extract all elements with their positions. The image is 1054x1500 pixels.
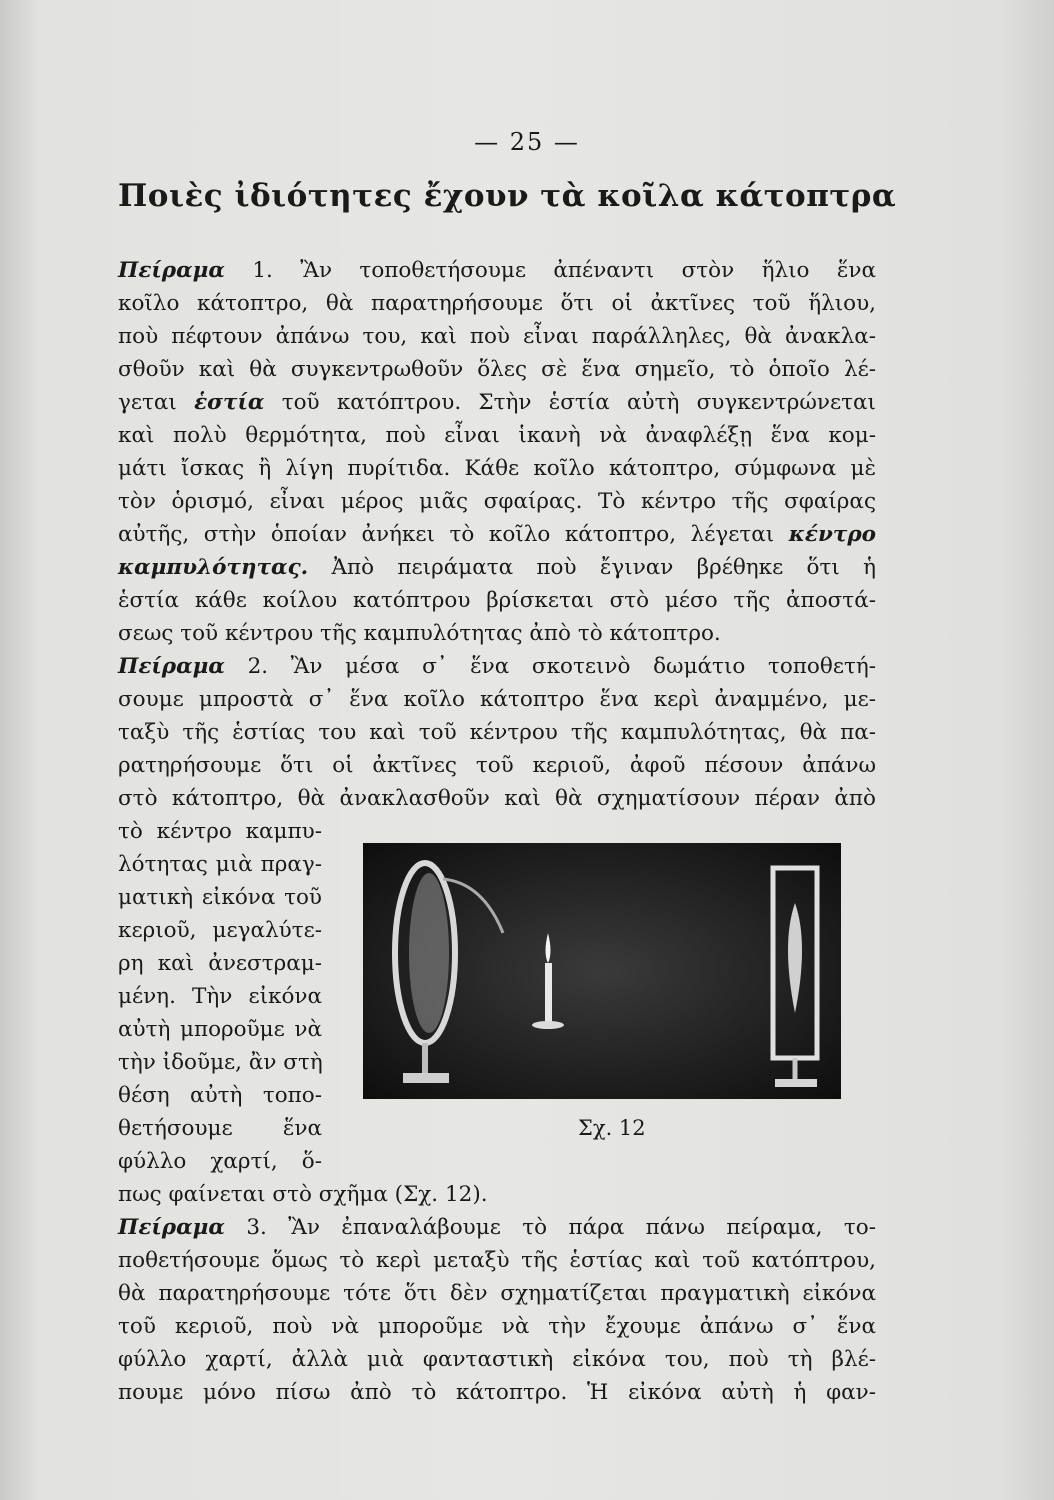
text-line: Πείραμα 3. Ἂν ἐπαναλάβουμε τὸ πάρα πάνω πείραμα, το- bbox=[118, 1215, 876, 1240]
page-number: — 25 — bbox=[474, 128, 580, 156]
text-line: Πείραμα 2. Ἂν μέσα σ᾽ ἕνα σκοτεινὸ δωμάτιο τοποθετή- bbox=[118, 654, 877, 679]
experiment-label: Πείραμα bbox=[118, 258, 225, 283]
text-line: θετήσουμε ἕνα bbox=[118, 1116, 322, 1141]
text-line: ποθετήσουμε ὅμως τὸ κερὶ μεταξὺ τῆς ἑστίας καὶ τοῦ κατόπτρου, bbox=[118, 1248, 876, 1273]
text-line: θὰ παρατηρήσουμε τότε ὅτι δὲν σχηματίζεται πραγματικὴ εἰκόνα bbox=[118, 1281, 876, 1306]
text-line: κοῖλο κάτοπτρο, θὰ παρατηρήσουμε ὅτι οἱ ἀκτῖνες τοῦ ἥλιου, bbox=[118, 291, 876, 316]
text-line: πουμε μόνο πίσω ἀπὸ τὸ κάτοπτρο. Ἡ εἰκόνα αὐτὴ ἡ φαν- bbox=[118, 1380, 876, 1405]
text-line: ποὺ πέφτουν ἀπάνω του, καὶ ποὺ εἶναι παράλληλες, θὰ ἀνακλα- bbox=[118, 324, 876, 349]
figure-caption: Σχ. 12 bbox=[578, 1116, 646, 1140]
text-line: ματικὴ εἰκόνα τοῦ bbox=[118, 885, 322, 910]
text-line: ἑστία κάθε κοίλου κατόπτρου βρίσκεται στὸ μέσο τῆς ἀποστά- bbox=[118, 588, 876, 613]
term-focus: ἑστία bbox=[194, 390, 265, 415]
text-line: τοῦ κεριοῦ, ποὺ νὰ μποροῦμε νὰ τὴν ἔχουμε ἀπάνω σ᾽ ἕνα bbox=[118, 1314, 876, 1339]
text-line: στὸ κάτοπτρο, θὰ ἀνακλασθοῦν καὶ θὰ σχηματίσουν πέραν ἀπὸ bbox=[118, 786, 876, 811]
text-line: καὶ πολὺ θερμότητα, ποὺ εἶναι ἱκανὴ νὰ ἀναφλέξῃ ἕνα κομ- bbox=[118, 423, 876, 448]
text-line: ρατηρήσουμε ὅτι οἱ ἀκτῖνες τοῦ κεριοῦ, ἀφοῦ πέσουν ἀπάνω bbox=[118, 753, 876, 778]
text-line: Πείραμα 1. Ἂν τοποθετήσουμε ἀπέναντι στὸν ἥλιο ἕνα bbox=[118, 258, 876, 283]
text-line: πως φαίνεται στὸ σχῆμα (Σχ. 12). bbox=[118, 1182, 488, 1207]
text-line: λότητας μιὰ πραγ- bbox=[118, 852, 322, 877]
page-title: Ποιὲς ἰδιότητες ἔχουν τὰ κοῖλα κάτοπτρα bbox=[118, 178, 897, 214]
text-line: σθοῦν καὶ θὰ συγκεντρωθοῦν ὅλες σὲ ἕνα σημεῖο, τὸ ὁποῖο λέ- bbox=[118, 357, 876, 382]
text-line: τὸ κέντρο καμπυ- bbox=[118, 819, 322, 844]
text-line: μένη. Τὴν εἰκόνα bbox=[118, 984, 322, 1009]
text-line: ταξὺ τῆς ἑστίας του καὶ τοῦ κέντρου τῆς καμπυλότητας, θὰ πα- bbox=[118, 720, 876, 745]
text-line: σουμε μπροστὰ σ᾽ ἕνα κοῖλο κάτοπτρο ἕνα κερὶ ἀναμμένο, με- bbox=[118, 687, 876, 712]
experiment-label: Πείραμα bbox=[118, 654, 225, 679]
text-line: καμπυλότητας. Ἀπὸ πειράματα ποὺ ἔγιναν βρέθηκε ὅτι ἡ bbox=[118, 555, 877, 580]
text-line: αὐτῆς, στὴν ὁποίαν ἀνήκει τὸ κοῖλο κάτοπτρο, λέγεται κέντρο bbox=[118, 522, 876, 547]
text-line: ρη καὶ ἀνεστραμ- bbox=[118, 951, 322, 976]
text-line: μάτι ἴσκας ἢ λίγη πυρίτιδα. Κάθε κοῖλο κάτοπτρο, σύμφωνα μὲ bbox=[118, 456, 876, 481]
term-center: κέντρο bbox=[788, 522, 876, 547]
text-line: γεται ἑστία τοῦ κατόπτρου. Στὴν ἑστία αὐτὴ συγκεντρώνεται bbox=[118, 390, 876, 415]
text-line: θέση αὐτὴ τοπο- bbox=[118, 1083, 322, 1108]
term-curvature: καμπυλότητας. bbox=[118, 555, 309, 580]
experiment-label: Πείραμα bbox=[118, 1215, 225, 1240]
text-line: τὸν ὁρισμό, εἶναι μέρος μιᾶς σφαίρας. Τὸ κέντρο τῆς σφαίρας bbox=[118, 489, 876, 514]
figure-12 bbox=[363, 843, 841, 1099]
text-line: σεως τοῦ κέντρου τῆς καμπυλότητας ἀπὸ τὸ κάτοπτρο. bbox=[118, 621, 721, 646]
text-line: αὐτὴ μποροῦμε νὰ bbox=[118, 1017, 322, 1042]
text-line: φύλλο χαρτί, ἀλλὰ μιὰ φανταστικὴ εἰκόνα του, ποὺ τὴ βλέ- bbox=[118, 1347, 876, 1372]
text-line: τὴν ἰδοῦμε, ἂν στὴ bbox=[118, 1050, 323, 1075]
text-line: κεριοῦ, μεγαλύτε- bbox=[118, 918, 322, 943]
text-line: φύλλο χαρτί, ὅ- bbox=[118, 1149, 322, 1174]
concave-mirror-candle-figure bbox=[363, 843, 841, 1099]
